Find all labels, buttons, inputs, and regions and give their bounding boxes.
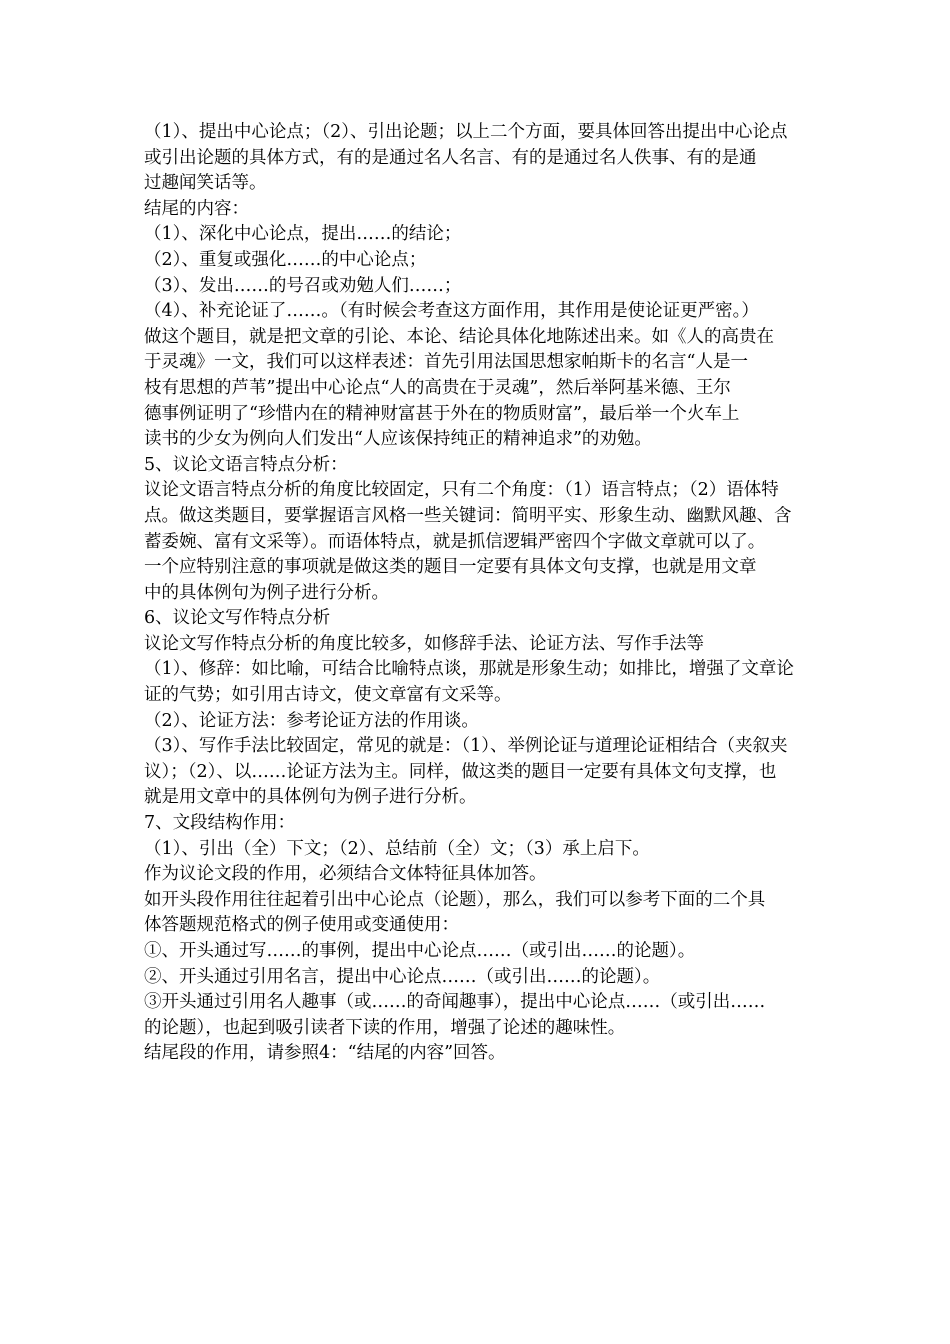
format-example-1 [144, 939, 810, 965]
text-line: 作为议论文段的作用，必须结合文体特征具体加答。 [144, 864, 547, 885]
document-body [144, 120, 810, 1067]
text-line: 做这个题目，就是把文章的引论、本论、结论具体化地陈述出来。如《人的高贵在 [144, 326, 774, 347]
heading-section-7 [144, 811, 810, 837]
text-line: （1）、修辞：如比喻，可结合比喻特点谈，那就是形象生动；如排比，增强了文章论 [144, 659, 794, 680]
heading-ending-content [144, 197, 810, 223]
text-line: （3）、发出……的号召或劝勉人们……； [144, 275, 462, 296]
text-line: （1）、提出中心论点；（2）、引出论题；以上二个方面，要具体回答出提出中心论点 [144, 122, 788, 142]
text-line: 证的气势；如引用古诗文，使文章富有文采等。 [144, 685, 512, 706]
para-section-6-intro [144, 632, 810, 658]
para-ending-reference [144, 1041, 810, 1067]
text-line: 6、议论文写作特点分析 [144, 608, 331, 629]
section-6-item-1 [144, 657, 810, 708]
heading-section-6 [144, 606, 810, 632]
text-line: 点。做这类题目，要掌握语言风格一些关键词：简明平实、形象生动、幽默风趣、含 [144, 505, 792, 526]
text-line: 体答题规范格式的例子使用或变通使用： [144, 915, 459, 936]
text-line: 一个应特别注意的事项就是做这类的题目一定要有具体文句支撑，也就是用文章 [144, 557, 757, 578]
text-line: 如开头段作用往往起着引出中心论点（论题），那么，我们可以参考下面的二个具 [144, 889, 766, 910]
para-section-5 [144, 478, 810, 606]
para-intro-content [144, 120, 810, 197]
text-line: 5、议论文语言特点分析： [144, 454, 348, 475]
text-line: 议论文语言特点分析的角度比较固定，只有二个角度：（1）语言特点；（2）语体特 [144, 480, 779, 501]
section-7-items [144, 837, 810, 863]
ending-item-4 [144, 299, 810, 325]
text-line: 德事例证明了“珍惜内在的精神财富甚于外在的物质财富”，最后举一个火车上 [144, 403, 740, 424]
format-example-3 [144, 990, 810, 1041]
text-line: （1）、深化中心论点，提出……的结论； [144, 224, 462, 245]
section-6-item-2 [144, 709, 810, 735]
text-line: ③开头通过引用名人趣事（或……的奇闻趣事），提出中心论点……（或引出…… [144, 992, 766, 1013]
section-6-item-3 [144, 734, 810, 811]
text-line: （4）、补充论证了……。（有时候会考查这方面作用，其作用是使论证更严密。） [144, 301, 759, 322]
text-line: 就是用文章中的具体例句为例子进行分析。 [144, 787, 477, 808]
ending-item-2 [144, 248, 810, 274]
text-line: ②、开头通过引用名言，提出中心论点……（或引出……的论题）。 [144, 966, 661, 987]
text-line: 的论题），也起到吸引读者下读的作用，增强了论述的趣味性。 [144, 1017, 626, 1038]
text-line: （2）、重复或强化……的中心论点； [144, 249, 427, 270]
para-example-explanation [144, 325, 810, 453]
text-line: 7、文段结构作用： [144, 813, 296, 834]
text-line: 读书的少女为例向人们发出“人应该保持纯正的精神追求”的劝勉。 [144, 429, 652, 450]
text-line: 过趣闻笑话等。 [144, 173, 267, 194]
heading-section-5 [144, 453, 810, 479]
text-line: ①、开头通过写……的事例，提出中心论点……（或引出……的论题）。 [144, 941, 696, 961]
text-line: 结尾段的作用，请参照4：“结尾的内容”回答。 [144, 1043, 506, 1064]
text-line: 结尾的内容： [144, 198, 249, 219]
format-example-2 [144, 965, 810, 991]
text-line: 蓄委婉、富有文采等）。而语体特点，就是抓信逻辑严密四个字做文章就可以了。 [144, 531, 766, 552]
text-line: （1）、引出（全）下文；（2）、总结前（全）文；（3）承上启下。 [144, 838, 650, 859]
para-section-7-opening [144, 888, 810, 939]
text-line: （3）、写作手法比较固定，常见的就是：（1）、举例论证与道理论证相结合（夹叙夹 [144, 736, 788, 757]
ending-item-1 [144, 222, 810, 248]
text-line: 枝有思想的芦苇”提出中心论点“人的高贵在于灵魂”，然后举阿基米德、王尔 [144, 377, 731, 398]
text-line: 于灵魂》一文，我们可以这样表述：首先引用法国思想家帕斯卡的名言“人是一 [144, 352, 748, 373]
text-line: 议论文写作特点分析的角度比较多，如修辞手法、论证方法、写作手法等 [144, 633, 704, 654]
ending-item-3 [144, 274, 810, 300]
para-section-7-note [144, 862, 810, 888]
text-line: 议）；（2）、以……论证方法为主。同样，做这类的题目一定要有具体文句支撑，也 [144, 761, 777, 782]
text-line: 或引出论题的具体方式，有的是通过名人名言、有的是通过名人佚事、有的是通 [144, 147, 757, 168]
text-line: （2）、论证方法：参考论证方法的作用谈。 [144, 710, 479, 731]
text-line: 中的具体例句为例子进行分析。 [144, 582, 389, 603]
